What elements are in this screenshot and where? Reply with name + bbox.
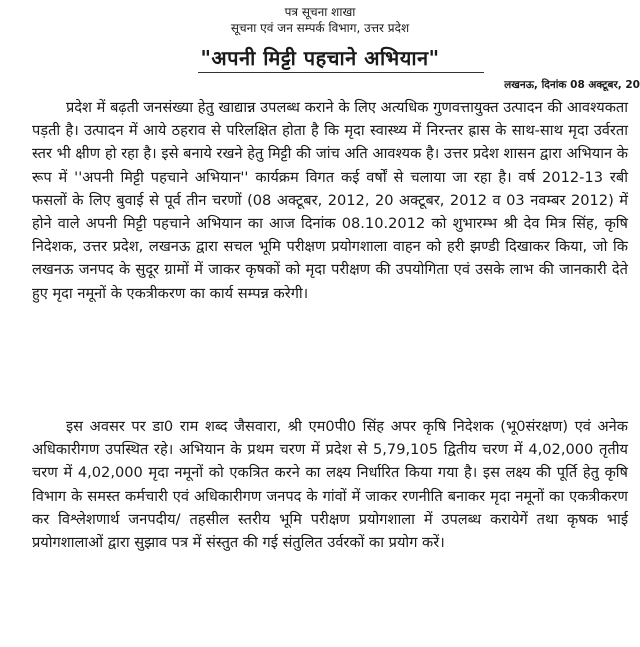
header-department: सूचना एवं जन सम्पर्क विभाग, उत्तर प्रदेश bbox=[230, 21, 410, 35]
header bbox=[0, 4, 640, 36]
dateline: लखनऊ, दिनांक 08 अक्टूबर, 20 bbox=[504, 79, 640, 91]
title-underline bbox=[198, 72, 484, 73]
page-title: "अपनी मिट्टी पहचाने अभियान" bbox=[200, 46, 440, 70]
header-office: पत्र सूचना शाखा bbox=[284, 5, 356, 19]
body-paragraph-1: प्रदेश में बढ़ती जनसंख्या हेतु खाद्यान्न उपलब्ध कराने के लिए अत्यधिक गुणवत्तायुक्त उत्पादन की आवश्यकता पड़ती है। उत्पादन में आये ठहराव से परिलक्षित होता है कि मृदा स्वास्थ्य में निरन्तर ह्रास के साथ-साथ मृदा उर्वरता स्तर भी क्षीण हो रहा है। इसे बनाये रखने हेतु मिट्टी की जांच अति आवश्यक है। उत्तर प्रदेश शासन द्वारा अभियान के रूप में ''अपनी मिट्टी पहचाने अभियान'' कार्यक्रम विगत कई वर्षों से चलाया जा रहा है। वर्ष 2012-13 रबी फसलों के लिए बुवाई से पूर्व तीन चरणों (08 अक्टूबर, 2012, 20 अक्टूबर, 2012 व 03 नवम्बर 2012) में होने वाले अपनी मिट्टी पहचाने अभियान का आज दिनांक 08.10.2012 को शुभारम्भ श्री देव मित्र सिंह, कृषि निदेशक, उत्तर प्रदेश, लखनऊ द्वारा सचल भूमि परीक्षण प्रयोगशाला वाहन को हरी झण्डी दिखाकर किया, जो कि लखनऊ जनपद के सुदूर ग्रामों में जाकर कृषकों को मृदा परीक्षण की उपयोगिता एवं उसके लाभ की जानकारी देते हुए मृदा नमूनों के एकत्रीकरण का कार्य सम्पन्न करेगी। bbox=[32, 99, 628, 302]
body-paragraph-2: इस अवसर पर डा0 राम शब्द जैसवारा, श्री एम0पी0 सिंह अपर कृषि निदेशक (भू0संरक्षण) एवं अनेक अधिकारीगण उपस्थित रहे। अभियान के प्रथम चरण में प्रदेश से 5,79,105 द्वितीय चरण में 4,02,000 तृतीय चरण में 4,02,000 मृदा नमूनों को एकत्रित करने का लक्ष्य निर्धारित किया गया है। इस लक्ष्य की पूर्ति हेतु कृषि विभाग के समस्त कर्मचारी एवं अधिकारीगण जनपद के गांवों में जाकर रणनीति बनाकर मृदा नमूनों का एकत्रीकरण कर विश्लेशणार्थ जनपदीय/ तहसील स्तरीय भूमि परीक्षण प्रयोगशाला में उपलब्ध करायेगें तथा कृषक भाई प्रयोगशालाओं द्वारा सुझाव पत्र में संस्तुत की गई संतुलित उर्वरकों का प्रयोग करें। bbox=[32, 418, 628, 552]
